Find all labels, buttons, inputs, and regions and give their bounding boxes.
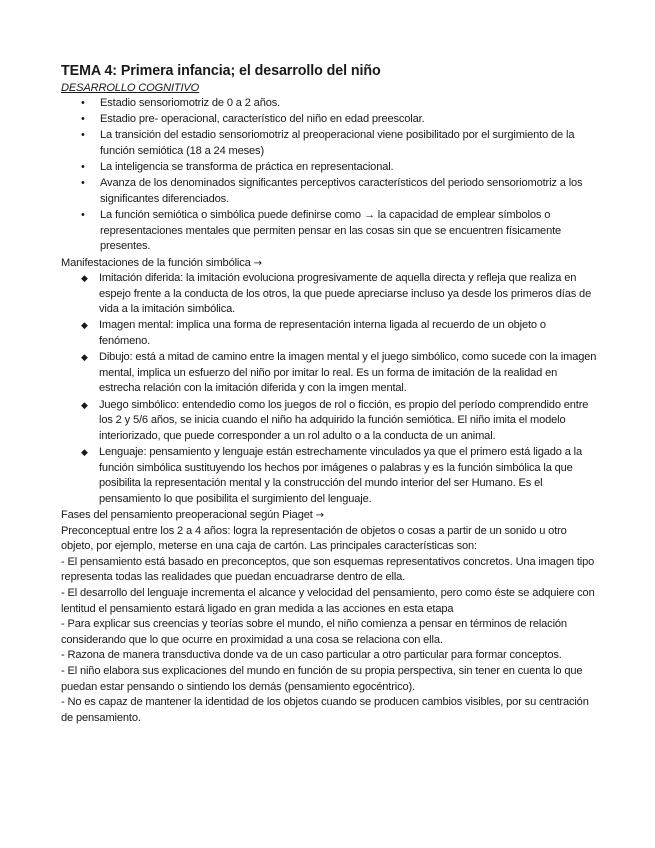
list-item: • Estadio pre- operacional, característico del niño en edad preescolar. (61, 112, 597, 128)
manifestaciones-heading (61, 256, 597, 272)
list-item (61, 445, 597, 507)
list-item-text: Imitación diferida: la imitación evoluciona progresivamente de aquella directa y refleja que realiza en espejo frente a la conducta de los otros, la que puede apreciarse incluso ya desde los primeros días de vida a la imitación simbólica. (99, 272, 592, 316)
diamond-bullet-icon: ◆ (81, 352, 88, 363)
arrow-icon: → (253, 257, 262, 269)
list-item: • Avanza de los denominados significantes perceptivos característicos del periodo sensoriomotriz a los significantes diferenciados. (61, 176, 597, 207)
diamond-bullet-icon: ◆ (81, 273, 88, 284)
list-item (61, 350, 597, 397)
diamond-bullet-icon: ◆ (81, 399, 88, 410)
arrow-icon: → (315, 509, 324, 521)
list-item (61, 318, 597, 349)
paragraph: - Razona de manera transductiva donde va de un caso particular a otro particular para formar conceptos. (61, 649, 562, 662)
list-item: • La inteligencia se transforma de práctica en representacional. (61, 160, 597, 176)
diamond-bullet-icon: ◆ (81, 320, 88, 331)
paragraph: Preconceptual entre los 2 a 4 años: logra la representación de objetos o cosas a partir de un sonido u otro objeto, por ejemplo, meterse en una caja de cartón. Las principales características son: (61, 524, 567, 553)
section-subtitle: DESARROLLO COGNITIVO (61, 82, 200, 94)
fases-heading-text: Fases del pensamiento preoperacional según Piaget (61, 508, 313, 521)
paragraph: - El pensamiento está basado en preconceptos, que son esquemas representativos concretos. Una imagen tipo representa todas las realidades que puedan encuadrarse dentro de ella. (61, 555, 595, 584)
list-item-text: Dibujo: está a mitad de camino entre la imagen mental y el juego simbólico, como sucede con la imagen mental, implica un esfuerzo del niño por imitar lo real. Es un forma de imitación de la realidad en estrecha relación con la imitación diferida y con la imgen mental. (99, 351, 597, 395)
list-item: • Estadio sensoriomotriz de 0 a 2 años. (61, 96, 597, 112)
list-item-text: Imagen mental: implica una forma de representación interna ligada al recuerdo de un objeto o fenómeno. (99, 319, 546, 348)
paragraph: - El desarrollo del lenguaje incrementa el alcance y velocidad del pensamiento, pero como éste se adquiere con lentitud el pensamiento estará ligado en gran medida a las acciones en esta etapa (61, 586, 595, 615)
list-item: • La transición del estadio sensoriomotriz al preoperacional viene posibilitado por el surgimiento de la función semiótica (18 a 24 meses) (61, 128, 597, 159)
manifestaciones-list (61, 271, 597, 507)
cognitive-bullet-list (61, 96, 597, 255)
page-title: TEMA 4: Primera infancia; el desarrollo del niño (61, 63, 381, 79)
paragraph: - Para explicar sus creencias y teorías sobre el mundo, el niño comienza a pensar en términos de relación considerando que lo que ocurre en proximidad a una cosa se relaciona con ella. (61, 618, 567, 646)
list-item-text: Juego simbólico: entendedio como los juegos de rol o ficción, es propio del período comprendido entre los 2 y 5/6 años, se inicia cuando el niño ha adquirido la función semiótica. El niño imita el modelo interiorizado, que puede corresponder a un rol adulto o a la conducta de un animal. (99, 398, 589, 442)
list-item (61, 398, 597, 445)
diamond-bullet-icon: ◆ (81, 447, 88, 457)
fases-heading (61, 508, 597, 524)
list-item: • La función semiótica o simbólica puede definirse como → la capacidad de emplear símbolos o representaciones mentales que permiten pensar en las cosas sin que se encuentren físicamente presentes. (61, 208, 597, 255)
list-item-text: Lenguaje: pensamiento y lenguaje están estrechamente vinculados ya que el primero está ligado a la función simbólica sustituyendo los hechos por imágenes o palabras y es la función simbólica la que posibilita la representación mental y la construcción del mundo interior del ser Humano. Es el pensamiento lo que posibilita el surgimiento del lenguaje. (99, 446, 582, 505)
list-item (61, 271, 597, 318)
manifestaciones-heading-text: Manifestaciones de la función simbólica (61, 256, 251, 269)
paragraph: - No es capaz de mantener la identidad de los objetos cuando se producen cambios visibles, por su centración de pensamiento. (61, 696, 589, 724)
paragraph: - El niño elabora sus explicaciones del mundo en función de su propia perspectiva, sin tener en cuenta lo que puedan estar pensando o sintiendo los demás (pensamiento egocéntrico). (61, 664, 583, 693)
